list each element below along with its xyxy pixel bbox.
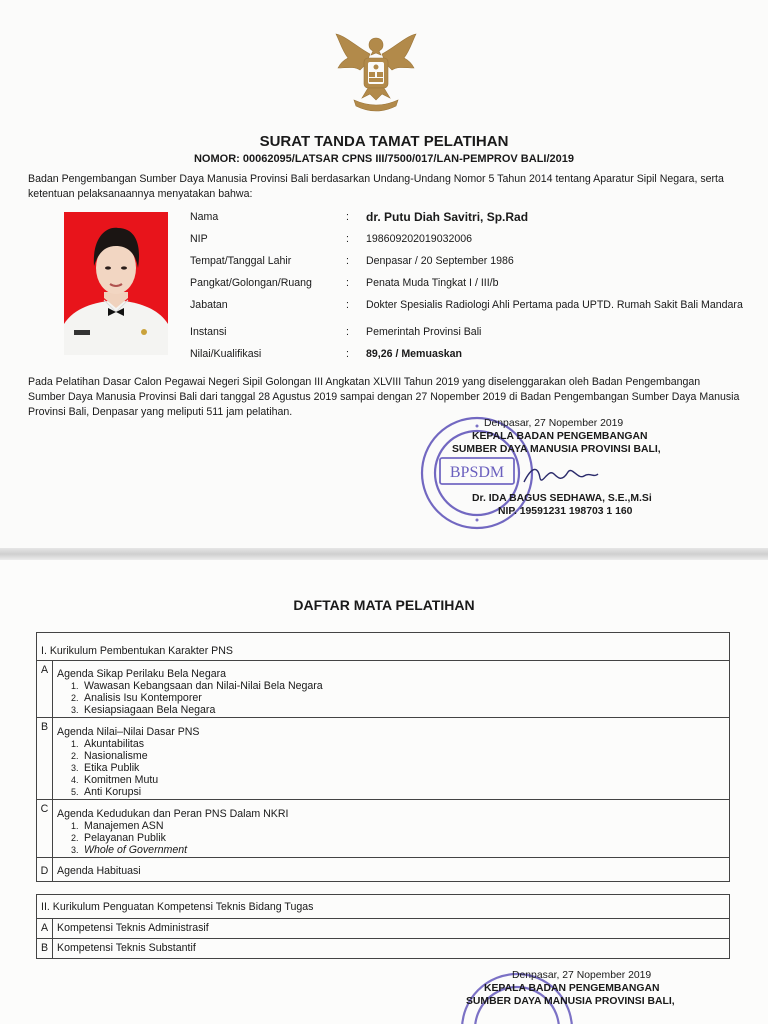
table-row <box>37 895 730 919</box>
document-number: NOMOR: 00062095/LATSAR CPNS III/7500/017/LAN-PEMPROV BALI/2019 <box>193 153 575 165</box>
table-row <box>37 633 730 661</box>
field-label: NIP <box>190 233 208 245</box>
agenda-items <box>71 820 725 856</box>
stamp-label: BPSDM <box>449 464 505 481</box>
table-row <box>37 800 730 858</box>
training-list-page <box>0 560 768 1024</box>
list-item <box>71 750 725 762</box>
field-colon: : <box>346 255 349 267</box>
item-text: Wawasan Kebangsaan dan Nilai-Nilai Bela Negara <box>84 680 323 692</box>
item-text: Kesiapsiagaan Bela Negara <box>84 704 216 716</box>
agenda-key: A <box>37 661 53 718</box>
competency-title: Kompetensi Teknis Substantif <box>53 939 730 959</box>
garuda-emblem-icon <box>330 30 422 116</box>
field-value-position: Dokter Spesialis Radiologi Ahli Pertama pada UPTD. Rumah Sakit Bali Mandara <box>366 299 743 311</box>
item-text: Pelayanan Publik <box>84 832 166 844</box>
agenda-items <box>71 680 725 716</box>
field-label: Nilai/Kualifikasi <box>190 348 262 360</box>
item-number: 4. <box>71 775 79 785</box>
agenda-title: Agenda Nilai–Nilai Dasar PNS <box>57 726 200 738</box>
item-number: 2. <box>71 693 79 703</box>
item-text: Whole of Government <box>84 844 188 856</box>
document-title: SURAT TANDA TAMAT PELATIHAN <box>259 133 509 150</box>
item-number: 3. <box>71 705 79 715</box>
list-item <box>71 820 725 832</box>
competency-title: Kompetensi Teknis Administrasif <box>53 919 730 939</box>
section-heading: II. Kurikulum Penguatan Kompetensi Teknis Bidang Tugas <box>37 895 730 919</box>
item-number: 1. <box>71 681 79 691</box>
field-label: Instansi <box>190 326 227 338</box>
field-colon: : <box>346 211 349 223</box>
signatory-name: Dr. IDA BAGUS SEDHAWA, S.E.,M.Si <box>472 493 652 504</box>
field-value-nip: 198609202019032006 <box>366 233 473 245</box>
participant-photo <box>64 212 168 355</box>
field-label: Tempat/Tanggal Lahir <box>190 255 292 267</box>
list-item <box>71 762 725 774</box>
training-paragraph: Pada Pelatihan Dasar Calon Pegawai Negeri Sipil Golongan III Angkatan XLVIII Tahun 2019 yang diselenggarakan oleh Badan Pengembangan Sumber Daya Manusia Provinsi Bali dari tanggal 28 Agustus 2019 sampai dengan 27 Nopember 2019 di Badan Pengembangan Sumber Daya Manusia Provinsi Bali, Denpasar yang meliputi 511 jam pelatihan. <box>28 376 740 418</box>
handwritten-signature-icon <box>520 460 600 490</box>
item-number: 3. <box>71 845 79 855</box>
field-value-agency: Pemerintah Provinsi Bali <box>366 326 482 338</box>
field-colon: : <box>346 326 349 338</box>
agenda-title: Agenda Habituasi <box>53 858 730 882</box>
agenda-items <box>71 738 725 798</box>
competency-key: A <box>37 919 53 939</box>
field-colon: : <box>346 277 349 289</box>
table-row <box>37 858 730 882</box>
list-item <box>71 786 725 798</box>
field-label: Pangkat/Golongan/Ruang <box>190 277 312 289</box>
field-value-birth: Denpasar / 20 September 1986 <box>366 255 514 267</box>
item-number: 5. <box>71 787 79 797</box>
item-number: 2. <box>71 833 79 843</box>
item-number: 2. <box>71 751 79 761</box>
field-colon: : <box>346 233 349 245</box>
item-text: Manajemen ASN <box>84 820 164 832</box>
list-item <box>71 704 725 716</box>
table-row <box>37 919 730 939</box>
item-number: 3. <box>71 763 79 773</box>
agenda-key: C <box>37 800 53 858</box>
signatory-nip: NIP. 19591231 198703 1 160 <box>498 506 633 517</box>
table-row <box>37 939 730 959</box>
item-text: Etika Publik <box>84 762 140 774</box>
signature-place-date: Denpasar, 27 Nopember 2019 <box>484 418 624 429</box>
list-item <box>71 774 725 786</box>
list-item <box>71 692 725 704</box>
field-value-rank: Penata Muda Tingkat I / III/b <box>366 277 499 289</box>
signature-office-line2: SUMBER DAYA MANUSIA PROVINSI BALI, <box>452 444 661 455</box>
agenda-title: Agenda Sikap Perilaku Bela Negara <box>57 668 227 680</box>
item-text: Nasionalisme <box>84 750 148 762</box>
page-separator <box>0 548 768 560</box>
field-colon: : <box>346 299 349 311</box>
signature2-office-line2: SUMBER DAYA MANUSIA PROVINSI BALI, <box>466 996 675 1007</box>
field-value-nama: dr. Putu Diah Savitri, Sp.Rad <box>366 210 529 224</box>
curriculum-table-2 <box>36 894 730 959</box>
list-item <box>71 738 725 750</box>
competency-key: B <box>37 939 53 959</box>
list-item <box>71 680 725 692</box>
item-number: 1. <box>71 739 79 749</box>
intro-text: Badan Pengembangan Sumber Daya Manusia Provinsi Bali berdasarkan Undang-Undang Nomor 5 Tahun 2014 tentang Aparatur Sipil Negara, serta ketentuan pelaksanaannya menyatakan bahwa: <box>28 173 724 200</box>
curriculum-table-1 <box>36 632 730 882</box>
field-colon: : <box>346 348 349 360</box>
item-number: 1. <box>71 821 79 831</box>
section-heading: I. Kurikulum Pembentukan Karakter PNS <box>37 633 730 661</box>
field-label: Jabatan <box>190 299 228 311</box>
agenda-cell <box>53 718 730 800</box>
table-row <box>37 718 730 800</box>
field-value-score: 89,26 / Memuaskan <box>366 348 462 360</box>
agenda-cell <box>53 661 730 718</box>
signature2-place-date: Denpasar, 27 Nopember 2019 <box>512 970 652 981</box>
agenda-key: D <box>37 858 53 882</box>
list-item <box>71 844 725 856</box>
list-item <box>71 832 725 844</box>
signature-office-line1: KEPALA BADAN PENGEMBANGAN <box>472 431 648 442</box>
item-text: Analisis Isu Kontemporer <box>84 692 202 704</box>
agenda-title: Agenda Kedudukan dan Peran PNS Dalam NKRI <box>57 808 289 820</box>
item-text: Akuntabilitas <box>84 738 145 750</box>
field-label: Nama <box>190 211 219 223</box>
agenda-cell <box>53 800 730 858</box>
item-text: Anti Korupsi <box>84 786 142 798</box>
table-row <box>37 661 730 718</box>
agenda-key: B <box>37 718 53 800</box>
list-title: DAFTAR MATA PELATIHAN <box>293 597 475 613</box>
item-text: Komitmen Mutu <box>84 774 159 786</box>
signature2-office-line1: KEPALA BADAN PENGEMBANGAN <box>484 983 660 994</box>
